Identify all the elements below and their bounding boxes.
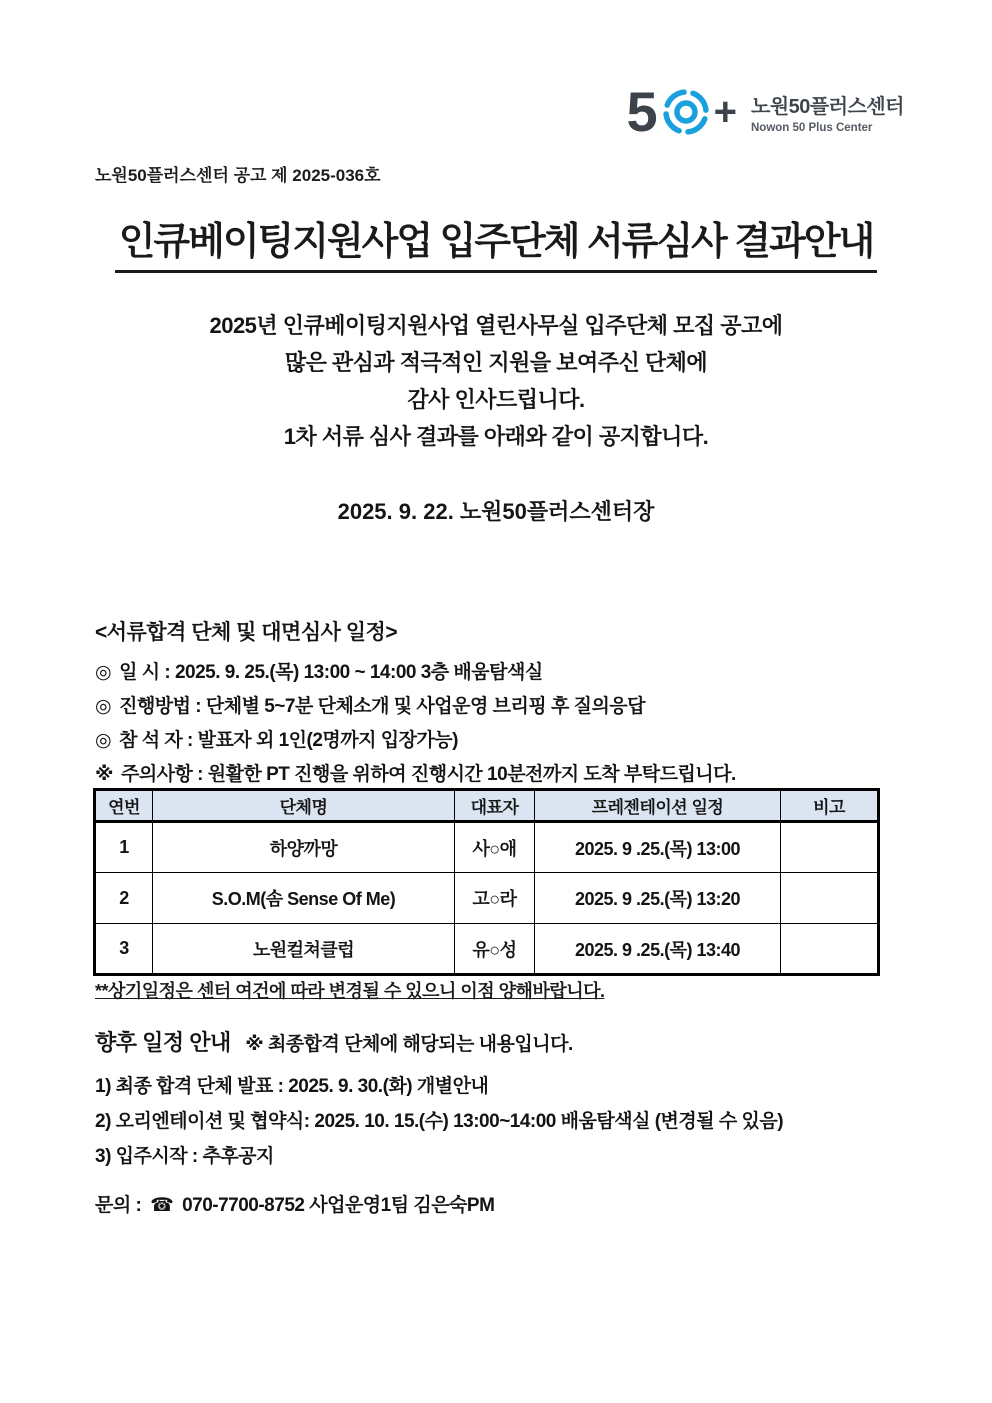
table-row xyxy=(95,873,879,924)
intro-line-3: 감사 인사드립니다. xyxy=(407,387,585,412)
future-item-orientation: 2) 오리엔테이션 및 협약식: 2025. 10. 15.(수) 13:00~14:00 배움탐색실 (변경될 수 있음) xyxy=(95,1111,784,1132)
schedule-item-attendees xyxy=(95,728,915,762)
logo-name-korean: 노원50플러스센터 xyxy=(751,96,904,118)
col-header-org-name: 단체명 xyxy=(153,790,455,822)
col-header-representative: 대표자 xyxy=(455,790,535,822)
screening-schedule-section xyxy=(95,616,915,796)
schedule-item-text: 참 석 자 : 발표자 외 1인(2명까지 입장가능) xyxy=(119,730,458,751)
future-schedule-section xyxy=(95,1026,925,1178)
contact-text: 070-7700-8752 사업운영1팀 김은숙PM xyxy=(182,1195,495,1216)
page-title: 인큐베이팅지원사업 입주단체 서류심사 결과안내 xyxy=(115,210,878,273)
ring-bullet-icon: ◎ xyxy=(95,730,112,751)
cell-presentation-schedule: 2025. 9 .25.(목) 13:20 xyxy=(535,873,781,924)
table-footnote: **상기일정은 센터 여건에 따라 변경될 수 있으니 이점 양해바랍니다. xyxy=(95,981,605,1001)
cell-note xyxy=(781,822,879,873)
future-item-move-in: 3) 입주시작 : 추후공지 xyxy=(95,1146,274,1167)
logo-text-block xyxy=(751,90,904,134)
table-row xyxy=(95,924,879,975)
ring-bullet-icon: ◎ xyxy=(95,696,112,717)
col-header-no: 연번 xyxy=(95,790,153,822)
cell-org-name: S.O.M(솜 Sense Of Me) xyxy=(153,873,455,924)
intro-line-1: 2025년 인큐베이팅지원사업 열린사무실 입주단체 모집 공고에 xyxy=(209,313,783,338)
table-header-row xyxy=(95,790,879,822)
schedule-section-heading: <서류합격 단체 및 대면심사 일정> xyxy=(95,621,398,644)
schedule-item-text: 일 시 : 2025. 9. 25.(목) 13:00 ~ 14:00 3층 배움탐색실 xyxy=(119,662,543,683)
col-header-note: 비고 xyxy=(781,790,879,822)
cell-representative: 유○성 xyxy=(455,924,535,975)
logo-name-english: Nowon 50 Plus Center xyxy=(751,122,873,134)
logo-digit-5: 5 xyxy=(626,79,658,143)
telephone-icon: ☎ xyxy=(150,1195,174,1216)
future-heading-row xyxy=(95,1026,925,1057)
logo-plus-sign: + xyxy=(713,90,737,134)
contact-line xyxy=(95,1190,494,1217)
cell-org-name: 하양까망 xyxy=(153,822,455,873)
cell-note xyxy=(781,924,879,975)
future-item-final-announcement: 1) 최종 합격 단체 발표 : 2025. 9. 30.(화) 개별안내 xyxy=(95,1076,489,1097)
future-section-note: ※ 최종합격 단체에 해당되는 내용입니다. xyxy=(245,1034,573,1055)
cell-representative: 사○애 xyxy=(455,822,535,873)
contact-label: 문의 : xyxy=(95,1195,142,1216)
center-logo xyxy=(626,79,904,143)
screening-result-table-wrap xyxy=(93,788,877,976)
col-header-presentation-schedule: 프레젠테이션 일정 xyxy=(535,790,781,822)
cell-note xyxy=(781,873,879,924)
cell-representative: 고○라 xyxy=(455,873,535,924)
schedule-item-method xyxy=(95,694,915,728)
page-title-wrap xyxy=(0,210,992,273)
schedule-item-datetime xyxy=(95,660,915,694)
document-number: 노원50플러스센터 공고 제 2025-036호 xyxy=(95,166,381,185)
intro-line-4: 1차 서류 심사 결과를 아래와 같이 공지합니다. xyxy=(283,424,709,449)
cell-no: 1 xyxy=(95,822,153,873)
logo-50plus-mark xyxy=(626,79,737,143)
cell-presentation-schedule: 2025. 9 .25.(목) 13:40 xyxy=(535,924,781,975)
logo-ring-icon xyxy=(660,86,712,138)
screening-result-table xyxy=(93,788,880,976)
cell-org-name: 노원컬쳐클럽 xyxy=(153,924,455,975)
intro-line-2: 많은 관심과 적극적인 지원을 보여주신 단체에 xyxy=(284,350,708,375)
future-section-heading: 향후 일정 안내 xyxy=(95,1030,231,1055)
cell-no: 3 xyxy=(95,924,153,975)
ring-bullet-icon: ◎ xyxy=(95,662,112,683)
schedule-item-text: 주의사항 : 원활한 PT 진행을 위하여 진행시간 10분전까지 도착 부탁드립니다. xyxy=(120,764,736,785)
table-row xyxy=(95,822,879,873)
schedule-item-text: 진행방법 : 단체별 5~7분 단체소개 및 사업운영 브리핑 후 질의응답 xyxy=(119,696,646,717)
reference-mark-icon: ※ xyxy=(95,764,113,785)
signature-line: 2025. 9. 22. 노원50플러스센터장 xyxy=(337,499,655,524)
cell-presentation-schedule: 2025. 9 .25.(목) 13:00 xyxy=(535,822,781,873)
intro-paragraph xyxy=(0,307,992,455)
cell-no: 2 xyxy=(95,873,153,924)
